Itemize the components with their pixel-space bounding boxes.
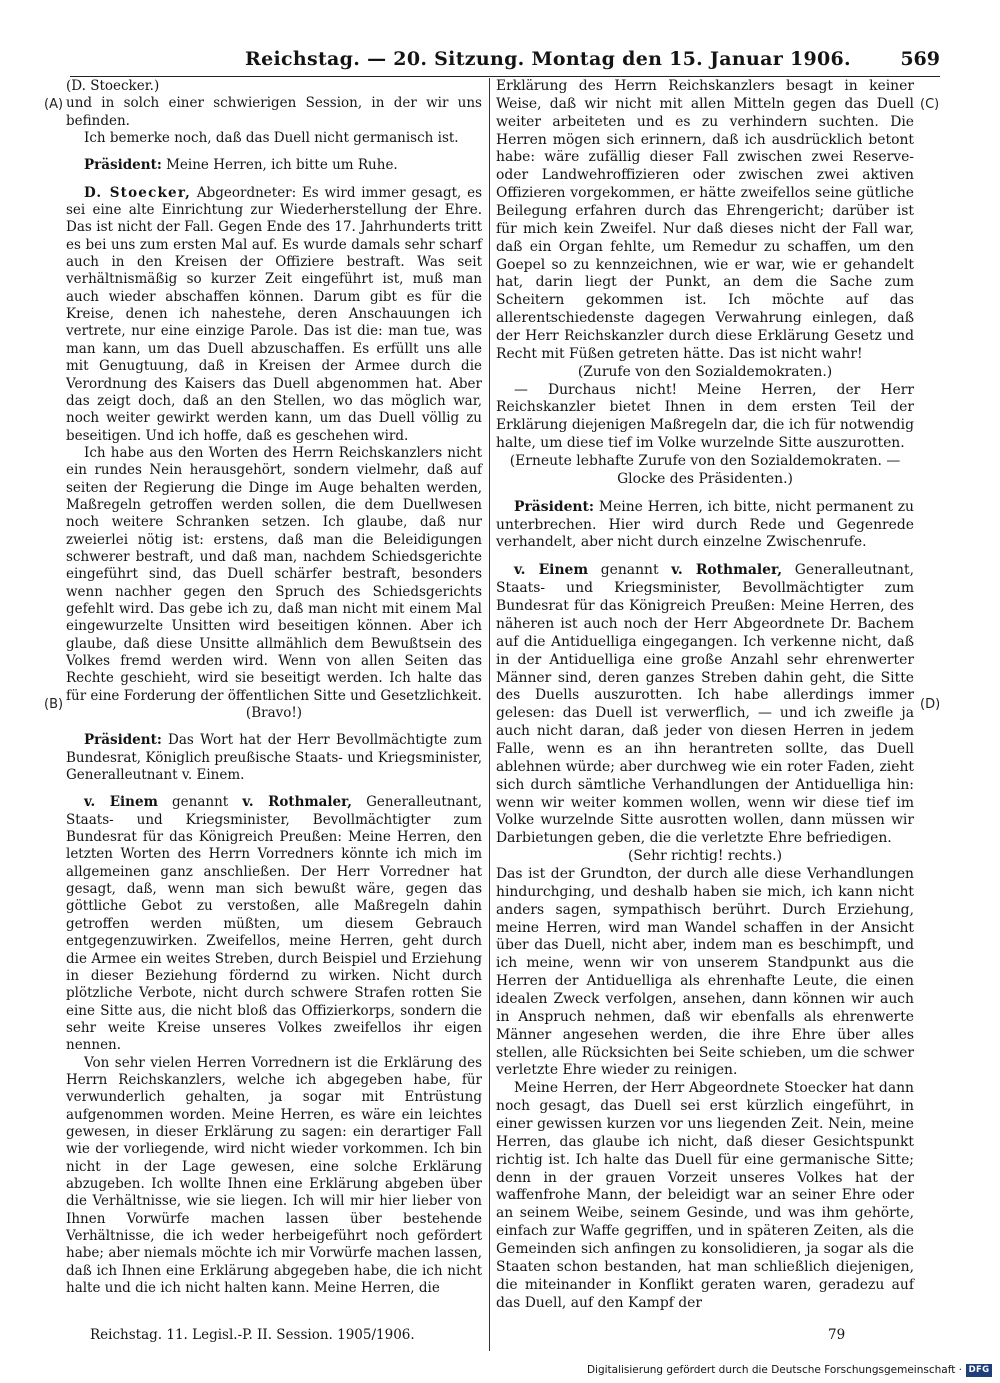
page-header: [70, 46, 940, 77]
speaker-tag: (D. Stoecker.): [66, 78, 160, 94]
footer-signature-number: 79: [828, 1327, 846, 1343]
paragraph: — Durchaus nicht! Meine Herren, der Herr Reichskanzler bietet Ihnen in dem ersten Teil der Erklärung diejenigen Maßregeln dar, die ich für notwendig halte, um diese tief im Volke wurzelnde Sitte auszurotten.: [496, 381, 914, 452]
president-remark: [66, 732, 482, 784]
speech-text: Generalleutnant, Staats- und Kriegsminister, Bevollmächtigter zum Bundesrat für das Königreich Preußen: Meine Herren, des näheren ist auch noch der Herr Abgeordnete Dr. Bachem auf die Antiduelliga eingegangen. Ich verkenne nicht, daß in der Antiduelliga eine große Anzahl sehr ehrenwerter Männer sind, deren ganzes Streben dahin geht, die Sitte des Duells auszurotten. Ich habe allerdings immer gelesen: das Duell ist verwerflich, — und ich zweifle ja auch nicht daran, daß jeder von diesen Herren in jedem Falle, wenn es an ihn herantreten sollte, das Duell ablehnen würde; aber durchweg wie ein roter Faden, zieht sich durch sämtliche Verhandlungen der Antiduelliga hin: wenn wir weiter kommen wollen, wenn wir diese tief im Volke wurzelnde Sitte ausrotten wollen, dann müssen wir Darbietungen geben, die die verletzte Ehre befriedigen.: [496, 562, 914, 847]
speech-connector: genannt: [157, 794, 243, 811]
paragraph: Ich bemerke noch, daß das Duell nicht germanisch ist.: [84, 130, 459, 147]
speech-text: Das Wort hat der Herr Bevollmächtigte zum Bundesrat, Königlich preußische Staats- und Kriegsminister, Generalleutnant v. Einem.: [66, 732, 482, 784]
speaker-name: D. Stoecker,: [84, 184, 192, 201]
president-remark: [66, 157, 482, 174]
speech-text: Meine Herren, ich bitte, nicht permanent zu unterbrechen. Hier wird durch Rede und Gegenrede verhandelt, aber nicht durch einzelne Zwischenrufe.: [496, 498, 914, 551]
right-column: [496, 78, 914, 1312]
paragraph: Ich habe aus den Worten des Herrn Reichskanzlers nicht ein rundes Nein herausgehört, sondern vielmehr, daß auf seiten der Regierung die Dinge im Auge behalten werden, Maßregeln getroffen werden sollen, die dem Duellwesen noch weitere Schranken setzen. Ich glaube, daß nur zweierlei nötig ist: erstens, daß man die Beleidigungen schwerer bestraft, und daß man, nachdem Schiedsgerichte eingeführt sind, das Duell schärfer bestraft, besonders wenn nachher gegen den Spruch des Schiedsgerichts gefehlt wird. Das gebe ich zu, daß man nicht mit einem Mal eingewurzelte Unsitten wird beseitigen können. Aber ich glaube, daß diese Unsitte allmählich dem Bewußtsein des Volkes fremd werden wird. Wenn von allen Seiten das Rechte geschieht, wird sie beseitigt werden. Ich halte das für eine Forderung der öffentlichen Sitte und Gesetzlichkeit.: [66, 444, 482, 704]
paragraph: Von sehr vielen Herren Vorrednern ist die Erklärung des Herrn Reichskanzlers, welche ich abgegeben habe, für verwunderlich gehalten, ja sogar mit Entrüstung aufgenommen worden. Meine Herren, es wäre ein leichtes gewesen, in dieser Erklärung zu sagen: ein derartiger Fall wie der vorliegende, wird nicht wieder vorkommen. Ich bin nicht in der Lage gewesen, eine solche Erklärung abzugeben. Ich wollte Ihnen eine Erklärung abgeben über die Verhältnisse, wie sie liegen. Ich will mir hier lieber von Ihnen Vorwürfe machen lassen über bestehende Verhältnisse, die ich weder herbeigeführt noch gefördert habe; aber niemals möchte ich mir Vorwürfe machen lassen, daß ich Ihnen eine Erklärung abgegeben habe, die ich nicht halte und die ich nicht halten kann. Meine Herren, die: [66, 1054, 482, 1297]
column-divider: [489, 78, 490, 1351]
speaker-name: Präsident:: [84, 157, 162, 174]
digitization-attribution: [587, 1362, 992, 1378]
attribution-text: Digitalisierung gefördert durch die Deutsche Forschungsgemeinschaft ·: [586, 1364, 962, 1376]
speech-text: Generalleutnant, Staats- und Kriegsminister, Bevollmächtigter zum Bundesrat für das Königreich Preußen: Meine Herren, den letzten Worten des Herrn Vorredners könnte ich mich im allgemeinen ganz anschließen. Der Herr Vorredner hat gesagt, daß, wenn man sich bewußt wäre, gegen das göttliche Gebot zu verstoßen, alle Maßregeln dahin getroffen werden müßten, um diesem Gebrauch entgegenzuwirken. Zweifellos, meine Herren, geht durch die Armee ein weites Streben, durch Beispiel und Erziehung in dieser Beziehung fördernd zu wirken. Nicht durch plötzliche Verbote, nicht durch schwere Strafen rotten Sie eine Sitte aus, die nicht bloß das Offizierkorps, sondern die sehr weite Kreise unseres Volkes zweifellos ihr eigen nennen.: [66, 794, 482, 1054]
stoecker-speech: [66, 185, 482, 445]
interjection: (Zurufe von den Sozialdemokraten.): [577, 363, 833, 380]
speaker-name: Präsident:: [84, 732, 162, 749]
speech-text: Meine Herren, ich bitte um Ruhe.: [161, 157, 398, 174]
speaker-name: Präsident:: [514, 498, 595, 515]
paragraph: und in solch einer schwierigen Session, in der wir uns befinden.: [66, 95, 482, 129]
margin-marker-c: (C): [920, 97, 940, 112]
dfg-logo-icon: DFG: [966, 1364, 992, 1377]
speaker-name: v. Einem: [84, 794, 158, 811]
left-column: [66, 78, 482, 1297]
page-number: 569: [900, 48, 940, 70]
paragraph: Meine Herren, der Herr Abgeordnete Stoecker hat dann noch gesagt, das Duell sei erst kürzlich eingeführt, in einer gewissen kurzen vor uns liegenden Zeit. Nein, meine Herren, das glaube ich nicht, daß dieser Gesichtspunkt richtig ist. Ich halte das Duell für eine germanische Sitte; denn in der grauen Vorzeit unseres Volkes hat der waffenfrohe Mann, der beleidigt war an seiner Ehre oder an seinem Weibe, seinem Gesinde, und was ihm gehörte, einfach zur Waffe gegriffen, und in späteren Zeiten, als die Gemeinden sich anfingen zu konsolidieren, ja sogar als die Staaten schon bestanden, hat man schließlich diejenigen, die miteinander in Konflikt geraten waren, geradezu auf das Duell, auf den Kampf der: [496, 1080, 914, 1311]
interjection: (Bravo!): [245, 705, 303, 722]
margin-marker-a: (A): [44, 97, 64, 112]
speaker-name: v. Rothmaler,: [242, 794, 352, 811]
speaker-name: v. Einem: [514, 562, 589, 579]
margin-marker-b: (B): [44, 697, 64, 712]
margin-marker-d: (D): [920, 697, 941, 712]
interjection: (Sehr richtig! rechts.): [627, 848, 782, 865]
interjection: (Erneute lebhafte Zurufe von den Sozialdemokraten. — Glocke des Präsidenten.): [509, 453, 901, 487]
paragraph: Erklärung des Herrn Reichskanzlers besagt in keiner Weise, daß wir nicht mit allen Mitteln gegen das Duell weiter arbeiteten und es zu verhindern suchten. Die Herren mögen sich erinnern, daß ich ausdrücklich betont habe: wäre zufällig dieser Fall zwischen zwei Reserve- oder Landwehroffizieren oder zwischen zwei aktiven Offizieren vorgekommen, er hätte zweifellos seine gütliche Beilegung erfahren durch das Ehrengericht; darüber ist für mich kein Zweifel. Nur daß dieses nicht der Fall war, daß ein Organ fehlte, um Remedur zu schaffen, um den Goepel so zu kennzeichnen, wie er war, wie er gehandelt hat, darin liegt der Punkt, an dem die Sache zum Scheitern gekommen ist. Ich möchte auf das allerentschiedenste dagegen Verwahrung einlegen, daß der Herr Reichskanzler durch diese Erklärung Gesetz und Recht mit Füßen getreten hätte. Das ist nicht wahr!: [496, 78, 914, 362]
running-title: Reichstag. — 20. Sitzung. Montag den 15. Januar 1906.: [245, 48, 851, 70]
footer-session-info: Reichstag. 11. Legisl.-P. II. Session. 1905/1906.: [90, 1327, 415, 1343]
einem-speech: [66, 794, 482, 1054]
president-remark: [496, 499, 914, 553]
einem-speech: [496, 562, 914, 848]
paragraph: Das ist der Grundton, der durch alle diese Verhandlungen hindurchging, und deshalb haben sie mich, ich kann nicht anders sagen, sympathisch berührt. Durch Erziehung, meine Herren, wird man Wandel schaffen in der Ansicht über das Duell, nicht aber, indem man es beschimpft, und ich meine, wenn wir von unserem Standpunkt aus die Herren der Antiduelliga als ehrenhafte Leute, die einen idealen Zweck verfolgen, ansehen, dann können wir auch in Anspruch nehmen, daß wir ebenfalls als ehrenwerte Männer angesehen werden, die ihre Ehre über alles stellen, alle Rücksichten bei Seite schieben, um die schwer verletzte Ehre wieder zu reinigen.: [496, 865, 914, 1079]
speaker-name: v. Rothmaler,: [671, 562, 783, 579]
speech-text: Abgeordneter: Es wird immer gesagt, es sei eine alte Einrichtung zur Wiederherstellung der Ehre. Das ist nicht der Fall. Gegen Ende des 17. Jahrhunderts tritt es bei uns zum ersten Mal auf. Es wurde damals sehr scharf auch in den Kreisen der Offiziere bestraft. Was seit verhältnismäßig so kurzer Zeit eingeführt ist, muß man auch wieder abschaffen können. Darum gibt es für die Kreise, denen ich nahestehe, deren Anschauungen ich vertrete, nur eine einzige Parole. Das ist die: man tue, was man kann, um das Duell abzuschaffen. Es erfüllt uns alle mit Genugtuung, daß in Kreisen der Armee durch die Verordnung des Kaisers das Duell abgenommen hat. Aber das zeigt doch, daß an den Stellen, wo das möglich war, noch weiter gewirkt werden kann, um das Duell völlig zu beseitigen. Und ich hoffe, daß es geschehen wird.: [66, 184, 482, 444]
speech-connector: genannt: [588, 562, 672, 579]
